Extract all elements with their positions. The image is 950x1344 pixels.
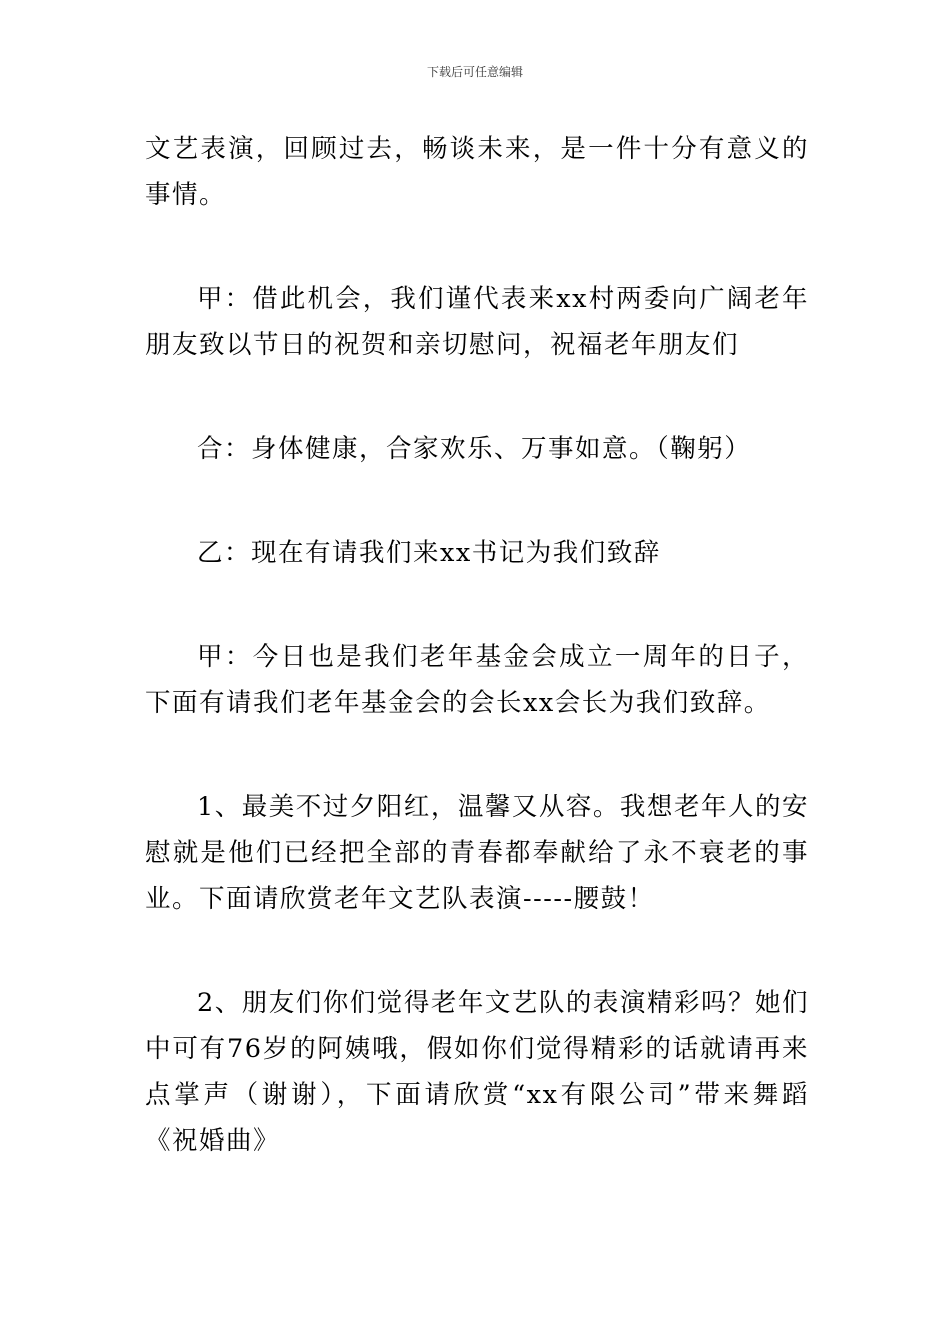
page-header-note: 下载后可任意编辑: [426, 65, 523, 79]
paragraph-jia-greeting: 甲：借此机会，我们谨代表来xx村两委向广阔老年朋友致以节日的祝贺和亲切慰问，祝福老年朋友们: [145, 284, 809, 360]
paragraph-gap: [145, 218, 809, 276]
paragraph-gap: [145, 726, 809, 784]
paragraph-yi-invite: 乙：现在有请我们来xx书记为我们致辞: [197, 538, 661, 568]
paragraph-gap: [145, 368, 809, 426]
document-body: [145, 126, 809, 1164]
paragraph-gap: [145, 472, 809, 530]
paragraph-gap: [145, 922, 809, 980]
paragraph-jia-anniversary: 甲：今日也是我们老年基金会成立一周年的日子，下面有请我们老年基金会的会长xx会长为我们致辞。: [145, 642, 809, 718]
paragraph-gap: [145, 576, 809, 634]
paragraph-he-wishes: 合：身体健康，合家欢乐、万事如意。（鞠躬）: [197, 434, 752, 464]
paragraph-item-1: 1、最美不过夕阳红，温馨又从容。我想老年人的安慰就是他们已经把全部的青春都奉献给了永不衰老的事业。下面请欣赏老年文艺队表演-----腰鼓！: [145, 792, 809, 914]
paragraph-continuation: 文艺表演，回顾过去，畅谈未来，是一件十分有意义的事情。: [145, 134, 809, 210]
paragraph-item-2: 2、朋友们你们觉得老年文艺队的表演精彩吗？她们中可有76岁的阿姨哦，假如你们觉得精彩的话就请再来点掌声（谢谢），下面请欣赏“xx有限公司”带来舞蹈《祝婚曲》: [145, 988, 809, 1156]
